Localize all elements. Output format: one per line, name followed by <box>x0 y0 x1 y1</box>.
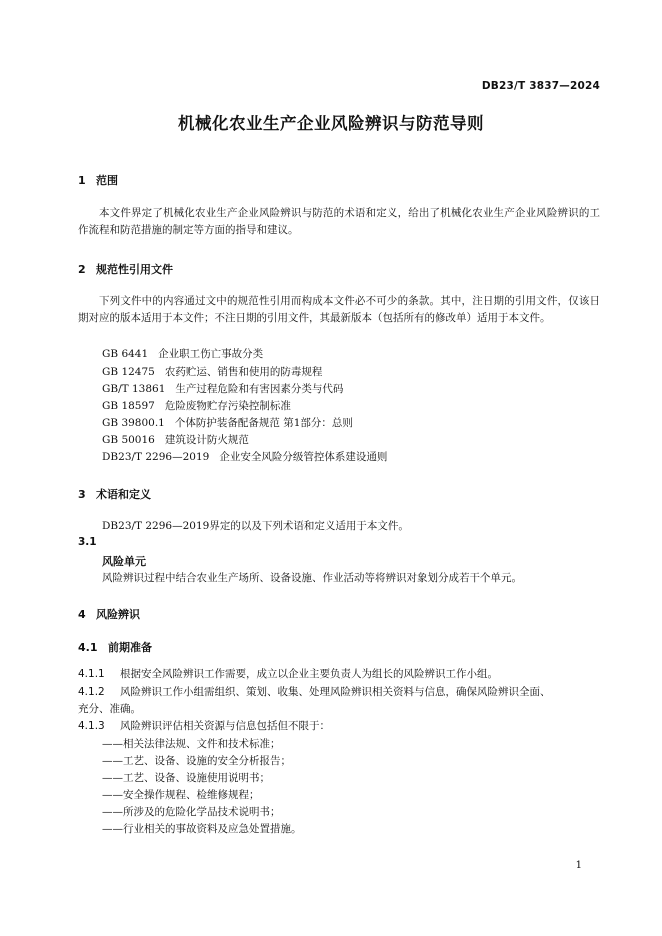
reference-code: GB/T 13861 <box>102 383 166 395</box>
list-item: ——相关法律法规、文件和技术标准； <box>102 738 281 750</box>
reference-code: DB23/T 2296—2019 <box>102 451 210 463</box>
reference-title: 危险废物贮存污染控制标准 <box>164 400 291 412</box>
section-number: 1 <box>78 174 86 187</box>
list-item: ——所涉及的危险化学品技术说明书； <box>102 806 281 818</box>
section-title: 术语和定义 <box>96 488 151 501</box>
section-title: 范围 <box>96 174 118 187</box>
clause-item <box>78 718 330 733</box>
term-definition: 风险辨识过程中结合农业生产场所、设备设施、作业活动等将辨识对象划分成若干个单元。 <box>102 572 522 584</box>
section-2-heading <box>78 261 173 277</box>
reference-title: 个体防护装备配备规范 第1部分：总则 <box>174 417 353 429</box>
reference-item <box>102 415 353 430</box>
list-item: ——安全操作规程、检维修规程； <box>102 789 260 801</box>
reference-item <box>102 381 343 396</box>
reference-title: 生产过程危险和有害因素分类与代码 <box>175 383 344 395</box>
section-4-heading <box>78 606 140 622</box>
subsection-number: 4.1 <box>78 641 98 654</box>
clause-number: 4.1.1 <box>78 668 105 680</box>
reference-code: GB 6441 <box>102 348 149 360</box>
document-title: 机械化农业生产企业风险辨识与防范导则 <box>178 114 484 133</box>
reference-code: GB 50016 <box>102 434 155 446</box>
subsection-title: 前期准备 <box>108 641 152 654</box>
subsection-heading <box>78 639 152 655</box>
clause-text: 风险辨识评估相关资源与信息包括但不限于： <box>120 720 330 732</box>
section-number: 3 <box>78 488 86 501</box>
document-code: DB23/T 3837—2024 <box>481 80 600 92</box>
clause-continuation: 充分、准确。 <box>78 703 141 715</box>
clause-text: 风险辨识工作小组需组织、策划、收集、处理风险辨识相关资料与信息，确保风险辨识全面、 <box>120 686 551 698</box>
section-1-body: 本文件界定了机械化农业生产企业风险辨识与防范的术语和定义，给出了机械化农业生产企业风险辨识的工作流程和防范措施的制定等方面的指导和建议。 <box>78 207 600 236</box>
reference-code: GB 12475 <box>102 366 155 378</box>
reference-item <box>102 449 387 464</box>
clause-item <box>78 666 498 681</box>
reference-item <box>102 364 322 379</box>
reference-title: 农药贮运、销售和使用的防毒规程 <box>164 366 323 378</box>
section-title: 风险辨识 <box>96 608 140 621</box>
clause-number: 4.1.2 <box>78 686 105 698</box>
term-name: 风险单元 <box>102 555 146 568</box>
reference-title: 企业安全风险分级管控体系建设通则 <box>219 451 388 463</box>
section-3-heading <box>78 486 151 502</box>
reference-item <box>102 432 249 447</box>
list-item: ——行业相关的事故资料及应急处置措施。 <box>102 823 302 835</box>
section-3-body: DB23/T 2296—2019界定的以及下列术语和定义适用于本文件。 <box>102 520 409 532</box>
section-number: 4 <box>78 608 86 621</box>
term-number: 3.1 <box>78 536 97 548</box>
section-1-heading <box>78 172 118 188</box>
list-item: ——工艺、设备、设施使用说明书； <box>102 772 270 784</box>
reference-code: GB 18597 <box>102 400 155 412</box>
clause-number: 4.1.3 <box>78 720 105 732</box>
reference-code: GB 39800.1 <box>102 417 165 429</box>
reference-item <box>102 398 291 413</box>
reference-title: 企业职工伤亡事故分类 <box>158 348 264 360</box>
reference-item <box>102 346 263 361</box>
list-item: ——工艺、设备、设施的安全分析报告； <box>102 755 291 767</box>
section-number: 2 <box>78 263 86 276</box>
clause-item <box>78 684 551 699</box>
section-2-body: 下列文件中的内容通过文中的规范性引用而构成本文件必不可少的条款。其中，注日期的引用文件，仅该日期对应的版本适用于本文件；不注日期的引用文件，其最新版本（包括所有的修改单）适用于本文件。 <box>78 295 600 324</box>
reference-title: 建筑设计防火规范 <box>164 434 249 446</box>
section-title: 规范性引用文件 <box>96 263 173 276</box>
page-number: 1 <box>575 860 582 871</box>
clause-text: 根据安全风险辨识工作需要，成立以企业主要负责人为组长的风险辨识工作小组。 <box>120 668 498 680</box>
